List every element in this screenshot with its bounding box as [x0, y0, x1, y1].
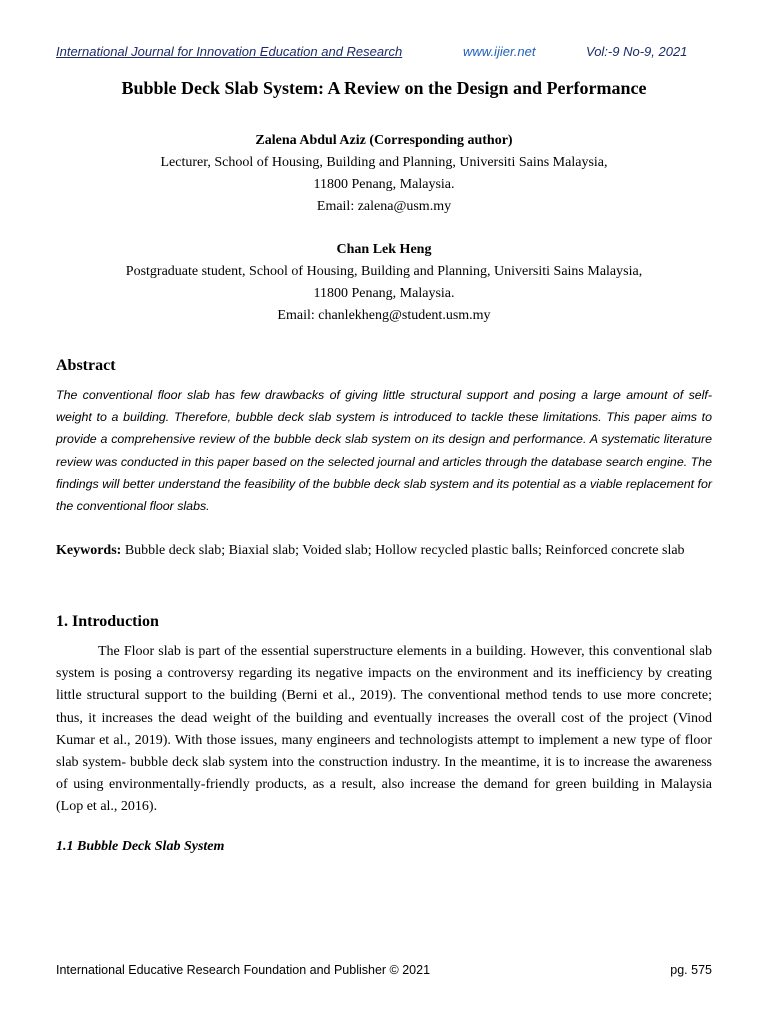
author-name: Zalena Abdul Aziz (Corresponding author): [255, 133, 513, 148]
subsection-heading: 1.1 Bubble Deck Slab System: [56, 839, 225, 854]
running-header: [56, 44, 712, 64]
author-address: 11800 Penang, Malaysia.: [313, 177, 455, 192]
author-address: 11800 Penang, Malaysia.: [313, 286, 455, 301]
volume-info: Vol:-9 No-9, 2021: [586, 44, 688, 59]
paper-title: Bubble Deck Slab System: A Review on the Design and Performance: [121, 78, 647, 98]
page-footer: [56, 963, 712, 981]
author-affiliation: Postgraduate student, School of Housing, Building and Planning, Universiti Sains Malaysia,: [125, 264, 643, 279]
journal-name: International Journal for Innovation Education and Research: [56, 44, 403, 59]
author-name: Chan Lek Heng: [336, 242, 432, 257]
footer-publisher: International Educative Research Foundation and Publisher © 2021: [56, 963, 431, 977]
author-email: Email: zalena@usm.my: [316, 199, 452, 214]
author-block-1: [56, 130, 712, 218]
author-block-2: [56, 239, 712, 327]
abstract-text: The conventional floor slab has few drawbacks of giving little structural support and posing a large amount of self-weight to a building. Therefore, bubble deck slab system is introduced to tackle these limitations. This paper aims to provide a comprehensive review of the bubble deck slab system on its design and performance. A systematic literature review was conducted in this paper based on the selected journal and articles through the database search engine. The findings will better understand the feasibility of the bubble deck slab system and its potential as a viable replacement for the conventional floor slabs.: [56, 388, 712, 514]
page-number: pg. 575: [670, 963, 712, 977]
keywords: [56, 540, 712, 561]
keywords-label: Keywords:: [56, 543, 122, 558]
keywords-text: Bubble deck slab; Biaxial slab; Voided slab; Hollow recycled plastic balls; Reinforced concrete slab: [121, 543, 685, 558]
section-heading-introduction: 1. Introduction: [56, 613, 159, 630]
author-affiliation: Lecturer, School of Housing, Building and Planning, Universiti Sains Malaysia,: [160, 155, 608, 170]
abstract-heading: Abstract: [56, 357, 116, 374]
introduction-paragraph: The Floor slab is part of the essential superstructure elements in a building. However, this conventional slab system is posing a controversy regarding its negative impacts on the environment and its inefficiency by creating little structural support to the building (Berni et al., 2019). The conventional method tends to use more concrete; thus, it increases the dead weight of the building and eventually increases the overall cost of the project (Vinod Kumar et al., 2019). With those issues, many engineers and technologists attempt to implement a new type of floor slab system- bubble deck slab system into the construction industry. In the meantime, it is to increase the awareness of using environmentally-friendly products, as a result, also increase the demand for green building in Malaysia (Lop et al., 2016).: [56, 644, 712, 815]
author-email: Email: chanlekheng@student.usm.my: [277, 308, 491, 323]
journal-url-link[interactable]: www.ijier.net: [463, 44, 536, 59]
